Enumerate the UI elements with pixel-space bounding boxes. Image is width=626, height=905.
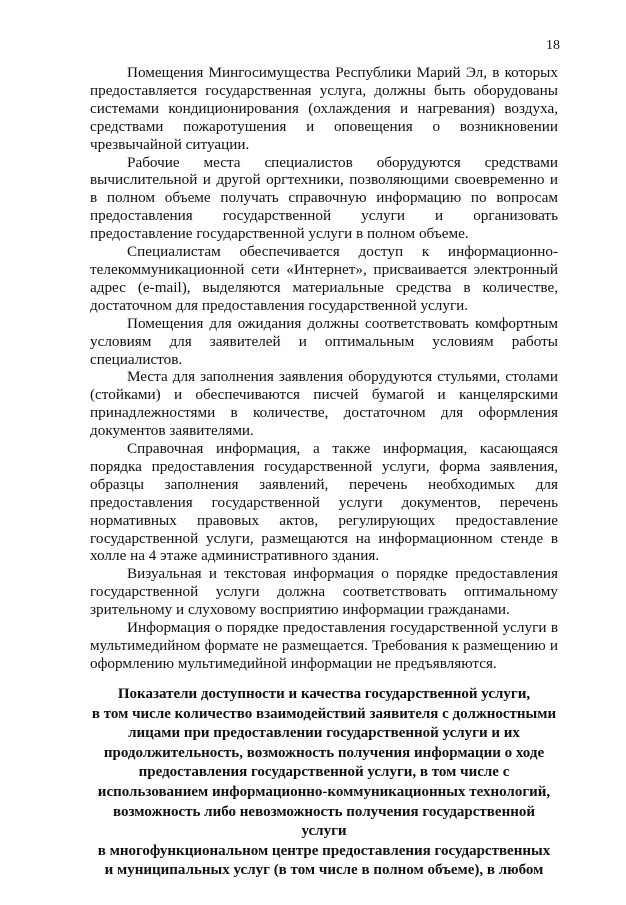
paragraph: Помещения Мингосимущества Республики Марий Эл, в которых предоставляется государственная услуга, должны быть оборудованы системами кондиционирования (охлаждения и нагревания) воздуха, средствами пожаротушения и оповещения о возникновении чрезвычайной ситуации. [90, 64, 558, 153]
page-number: 18 [546, 38, 560, 53]
heading-line: Показатели доступности и качества государственной услуги, [117, 686, 531, 702]
paragraph: Рабочие места специалистов оборудуются средствами вычислительной и другой оргтехники, позволяющими своевременно и в полном объеме получать справочную информацию по вопросам предоставления государственной услуги и организовать предоставление государственной услуги в полном объеме. [90, 153, 558, 243]
heading-line: продолжительность, возможность получения информации о ходе [103, 744, 545, 761]
body-text [90, 64, 558, 673]
heading-line: возможность либо невозможность получения государственной услуги [112, 803, 535, 840]
section-heading [90, 685, 558, 881]
heading-line: и муниципальных услуг (в том числе в полном объеме), в любом [104, 862, 544, 879]
paragraph: Справочная информация, а также информация, касающаяся порядка предоставления государственной услуги, форма заявления, образцы заполнения заявлений, перечень необходимых для предоставления государственной услуги документов, перечень нормативных правовых актов, регулирующих предоставление государственной услуги, размещаются на информационном стенде в холле на 4 этаже административного здания. [90, 440, 558, 565]
heading-line: предоставления государственной услуги, в том числе с [138, 764, 510, 781]
heading-line: использованием информационно-коммуникационных технологий, [97, 783, 551, 800]
paragraph: Помещения для ожидания должны соответствовать комфортным условиям для заявителей и оптимальным условиям работы специалистов. [90, 314, 558, 368]
paragraph: Места для заполнения заявления оборудуются стульями, столами (стойками) и обеспечиваются писчей бумагой и канцелярскими принадлежностями в количестве, достаточном для оформления документов заявителями. [90, 368, 558, 440]
paragraph: Информация о порядке предоставления государственной услуги в мультимедийном формате не размещается. Требования к размещению и оформлению мультимедийной информации не предъявляются. [90, 619, 558, 672]
heading-line: в том числе количество взаимодействий заявителя с должностными [91, 705, 557, 722]
heading-line: лицами при предоставлении государственной услуги и их [128, 725, 520, 742]
heading-line: в многофункциональном центре предоставления государственных [97, 842, 551, 859]
paragraph: Визуальная и текстовая информация о порядке предоставления государственной услуги должна соответствовать оптимальному зрительному и слуховому восприятию информации гражданами. [90, 565, 558, 619]
paragraph: Специалистам обеспечивается доступ к информационно-телекоммуникационной сети «Интернет», присваивается электронный адрес (e-mail), выделяются материальные средства в количестве, достаточном для предоставления государственной услуги. [90, 243, 558, 314]
